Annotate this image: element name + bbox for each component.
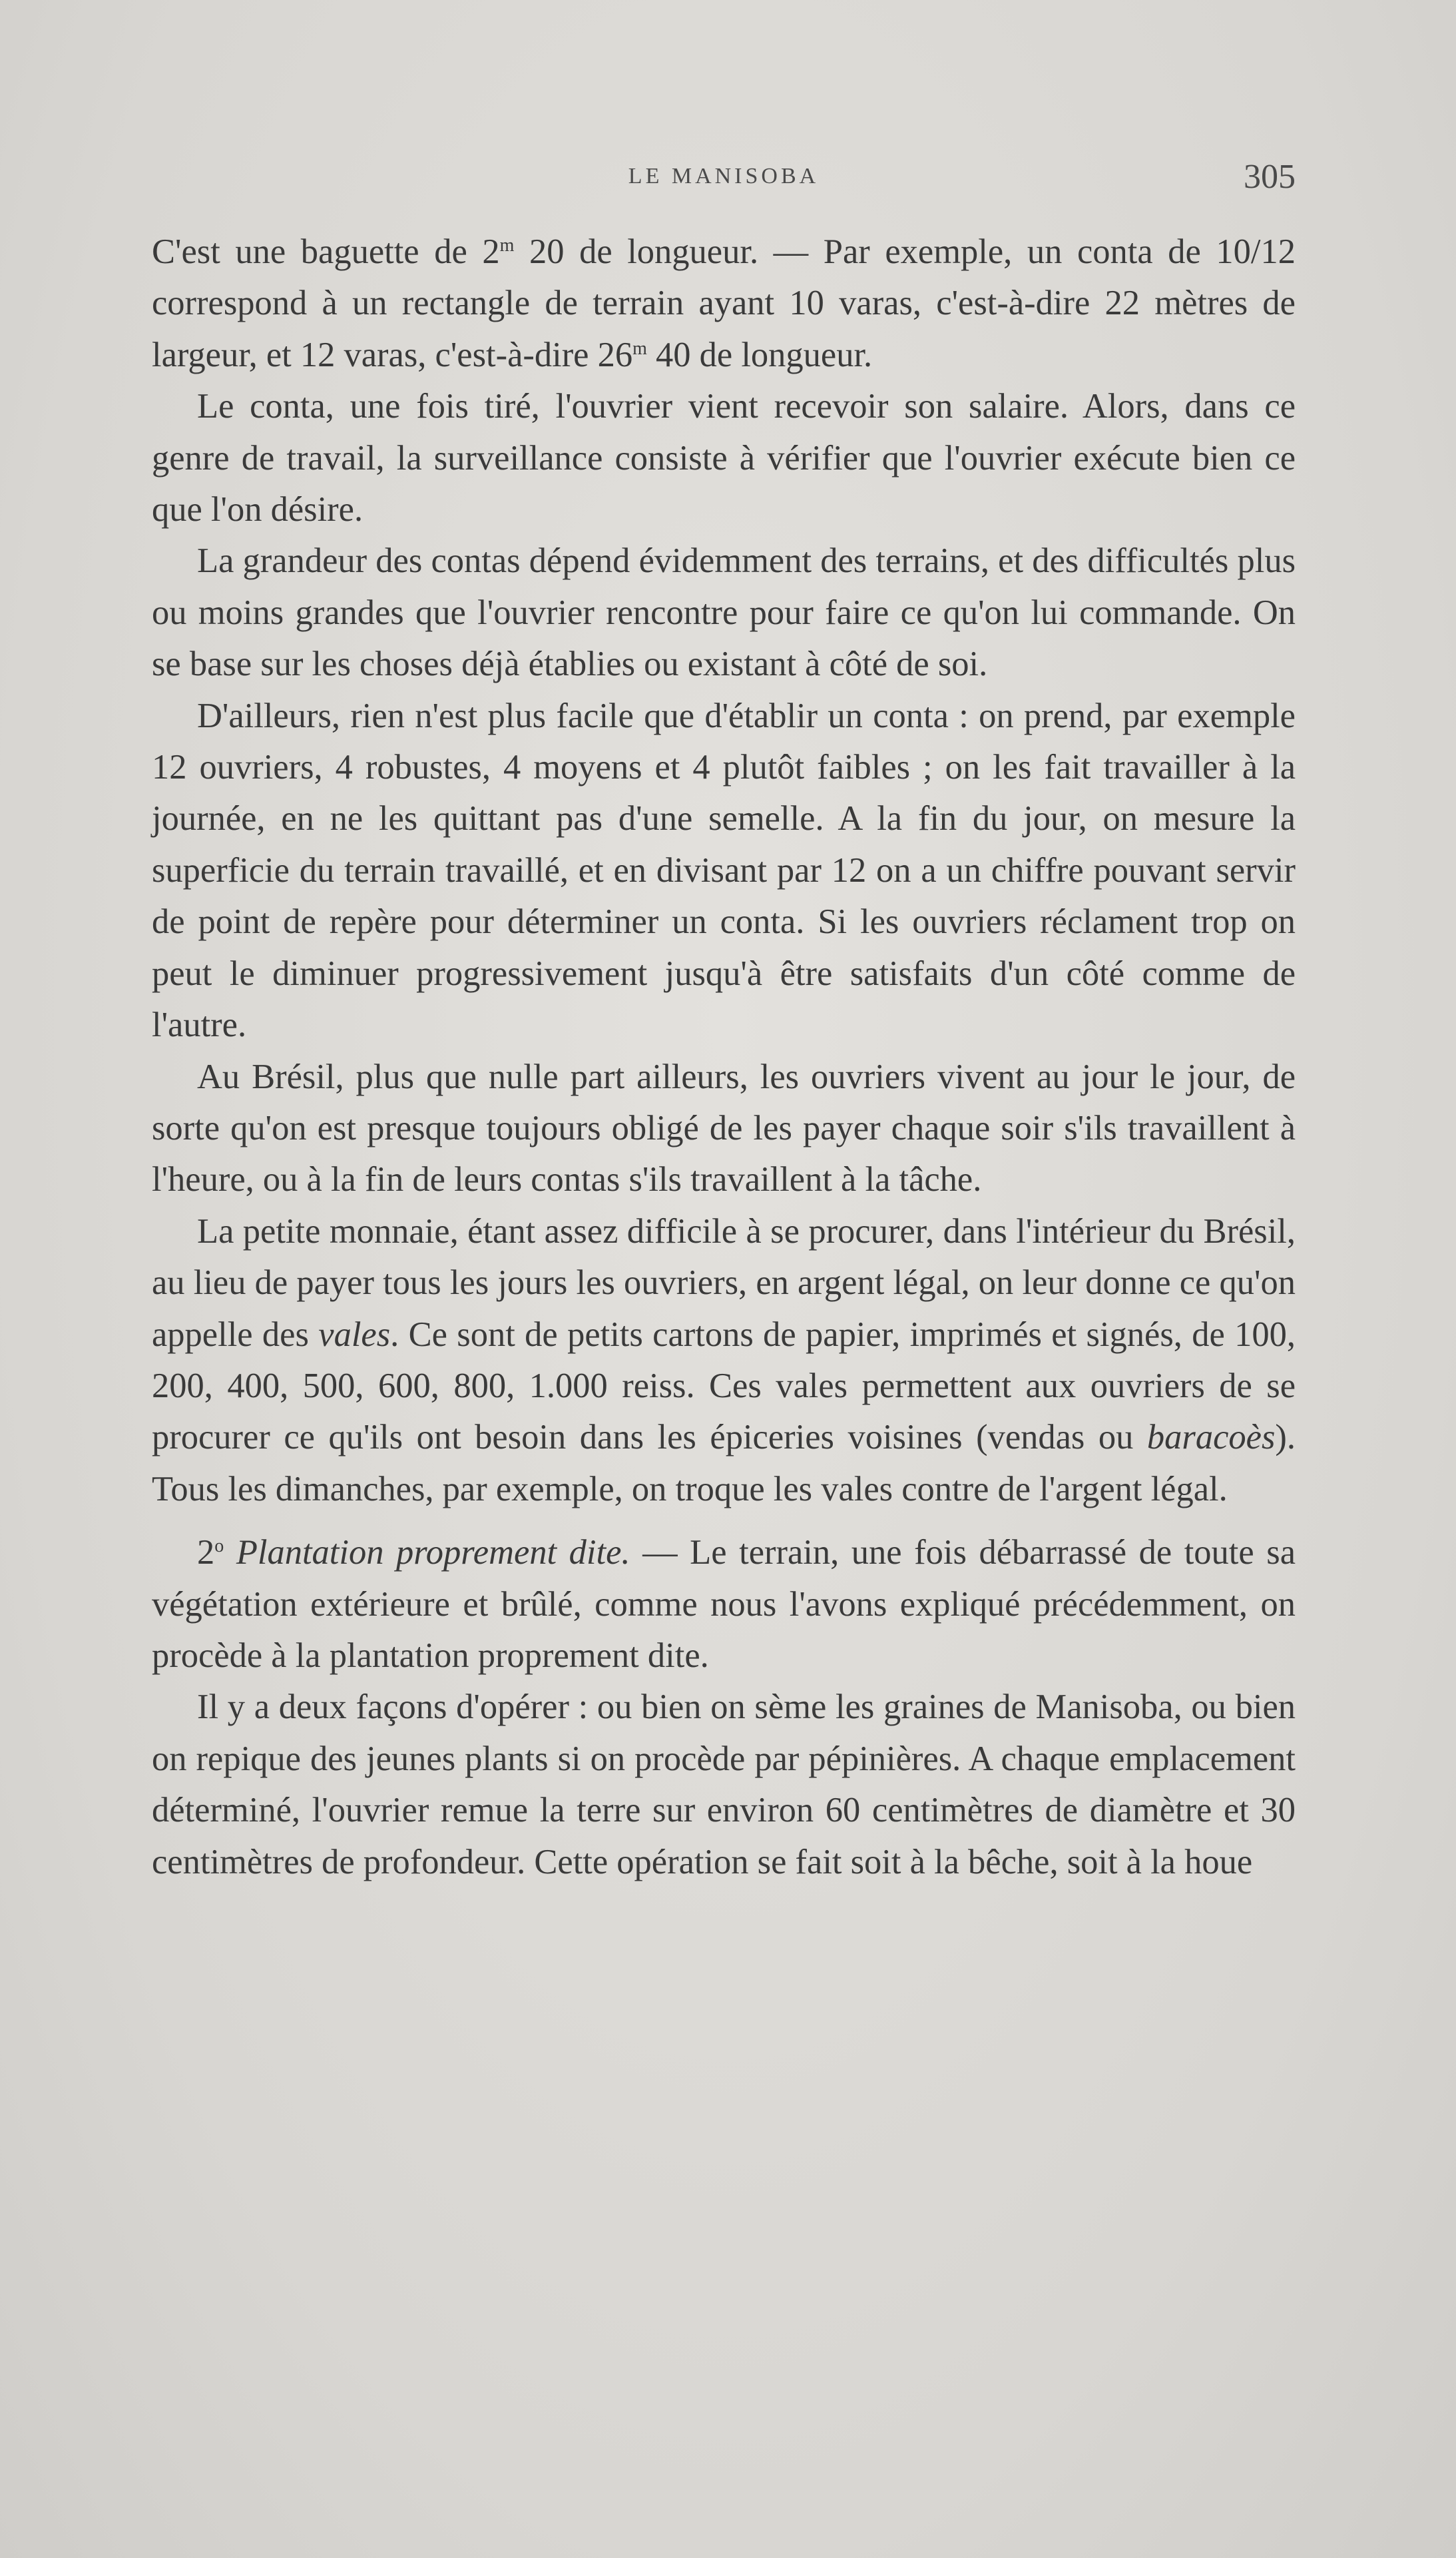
paragraph-6 <box>152 1206 1296 1515</box>
paragraph-1-unit-b: m <box>632 338 647 359</box>
page-header <box>152 157 1296 197</box>
paragraph-6-part-c: ). Tous les dimanches, par exemple, on troque les vales contre de l'argent légal. <box>152 1418 1296 1508</box>
paragraph-1-unit-a: m <box>499 235 515 256</box>
paragraph-7-text: — Le terrain, une fois débarrassé de toute sa végétation extérieure et brûlé, comme nous l'avons expliqué précédemment, on procède à la plantation proprement dite. <box>152 1533 1296 1675</box>
body-text <box>152 226 1296 1888</box>
section-title: Plantation proprement dite. <box>224 1533 630 1572</box>
paragraph-4: D'ailleurs, rien n'est plus facile que d'établir un conta : on prend, par exemple 12 ouvriers, 4 robustes, 4 moyens et 4 plutôt faibles ; on les fait travailler à la journée, en ne les quittant pas d'une semelle. A la fin du jour, on mesure la superficie du terrain travaillé, et en divisant par 12 on a un chiffre pouvant servir de point de repère pour déterminer un conta. Si les ouvriers réclament trop on peut le diminuer progressivement jusqu'à être satisfaits d'un côté comme de l'autre. <box>152 696 1296 1045</box>
paragraph-5: Au Brésil, plus que nulle part ailleurs, les ouvriers vivent au jour le jour, de sorte qu'on est presque toujours obligé de les payer chaque soir s'ils travaillent à l'heure, ou à la fin de leurs contas s'ils travaillent à la tâche. <box>152 1057 1296 1199</box>
paragraph-6-part-b: . Ce sont de petits cartons de papier, imprimés et signés, de 100, 200, 400, 500, 600, 800, 1.000 reiss. Ces vales permettent aux ouvriers de se procurer ce qu'ils ont besoin dans les épiceries voisines (vendas ou <box>152 1315 1296 1457</box>
paragraph-6-part-a: La petite monnaie, étant assez difficile à se procurer, dans l'intérieur du Brésil, au lieu de payer tous les jours les ouvriers, en argent légal, on leur donne ce qu'on appelle des <box>152 1211 1296 1354</box>
paragraph-6-term-baracoes: baracoès <box>1146 1418 1276 1457</box>
paragraph-1 <box>152 226 1296 381</box>
paragraph-6-term-vales: vales <box>318 1315 391 1354</box>
paragraph-7-section-heading <box>152 1527 1296 1682</box>
paragraph-1-part-c: 40 de longueur. <box>646 335 873 374</box>
paragraph-2: Le conta, une fois tiré, l'ouvrier vient recevoir son salaire. Alors, dans ce genre de travail, la surveillance consiste à vérifier que l'ouvrier exécute bien ce que l'on désire. <box>152 387 1296 529</box>
running-title: LE MANISOBA <box>628 164 820 188</box>
paragraph-3: La grandeur des contas dépend évidemment des terrains, et des difficultés plus ou moins grandes que l'ouvrier rencontre pour faire ce qu'on lui commande. On se base sur les choses déjà établies ou existant à côté de soi. <box>152 541 1296 684</box>
paragraph-8: Il y a deux façons d'opérer : ou bien on sème les graines de Manisoba, ou bien on repique des jeunes plants si on procède par pépinières. A chaque emplacement déterminé, l'ouvrier remue la terre sur environ 60 centimètres de diamètre et 30 centimètres de profondeur. Cette opération se fait soit à la bêche, soit à la houe <box>152 1688 1296 1881</box>
section-number-ordinal: o <box>214 1536 224 1557</box>
paragraph-1-part-b: 20 de longueur. — Par exemple, un conta de 10/12 correspond à un rectangle de terrain ayant 10 varas, c'est-à-dire 22 mètres de largeur, et 12 varas, c'est-à-dire 26 <box>152 232 1296 374</box>
paragraph-1-part-a: C'est une baguette de 2 <box>152 232 500 271</box>
page-number: 305 <box>1244 158 1296 196</box>
section-number: 2 <box>197 1533 215 1572</box>
